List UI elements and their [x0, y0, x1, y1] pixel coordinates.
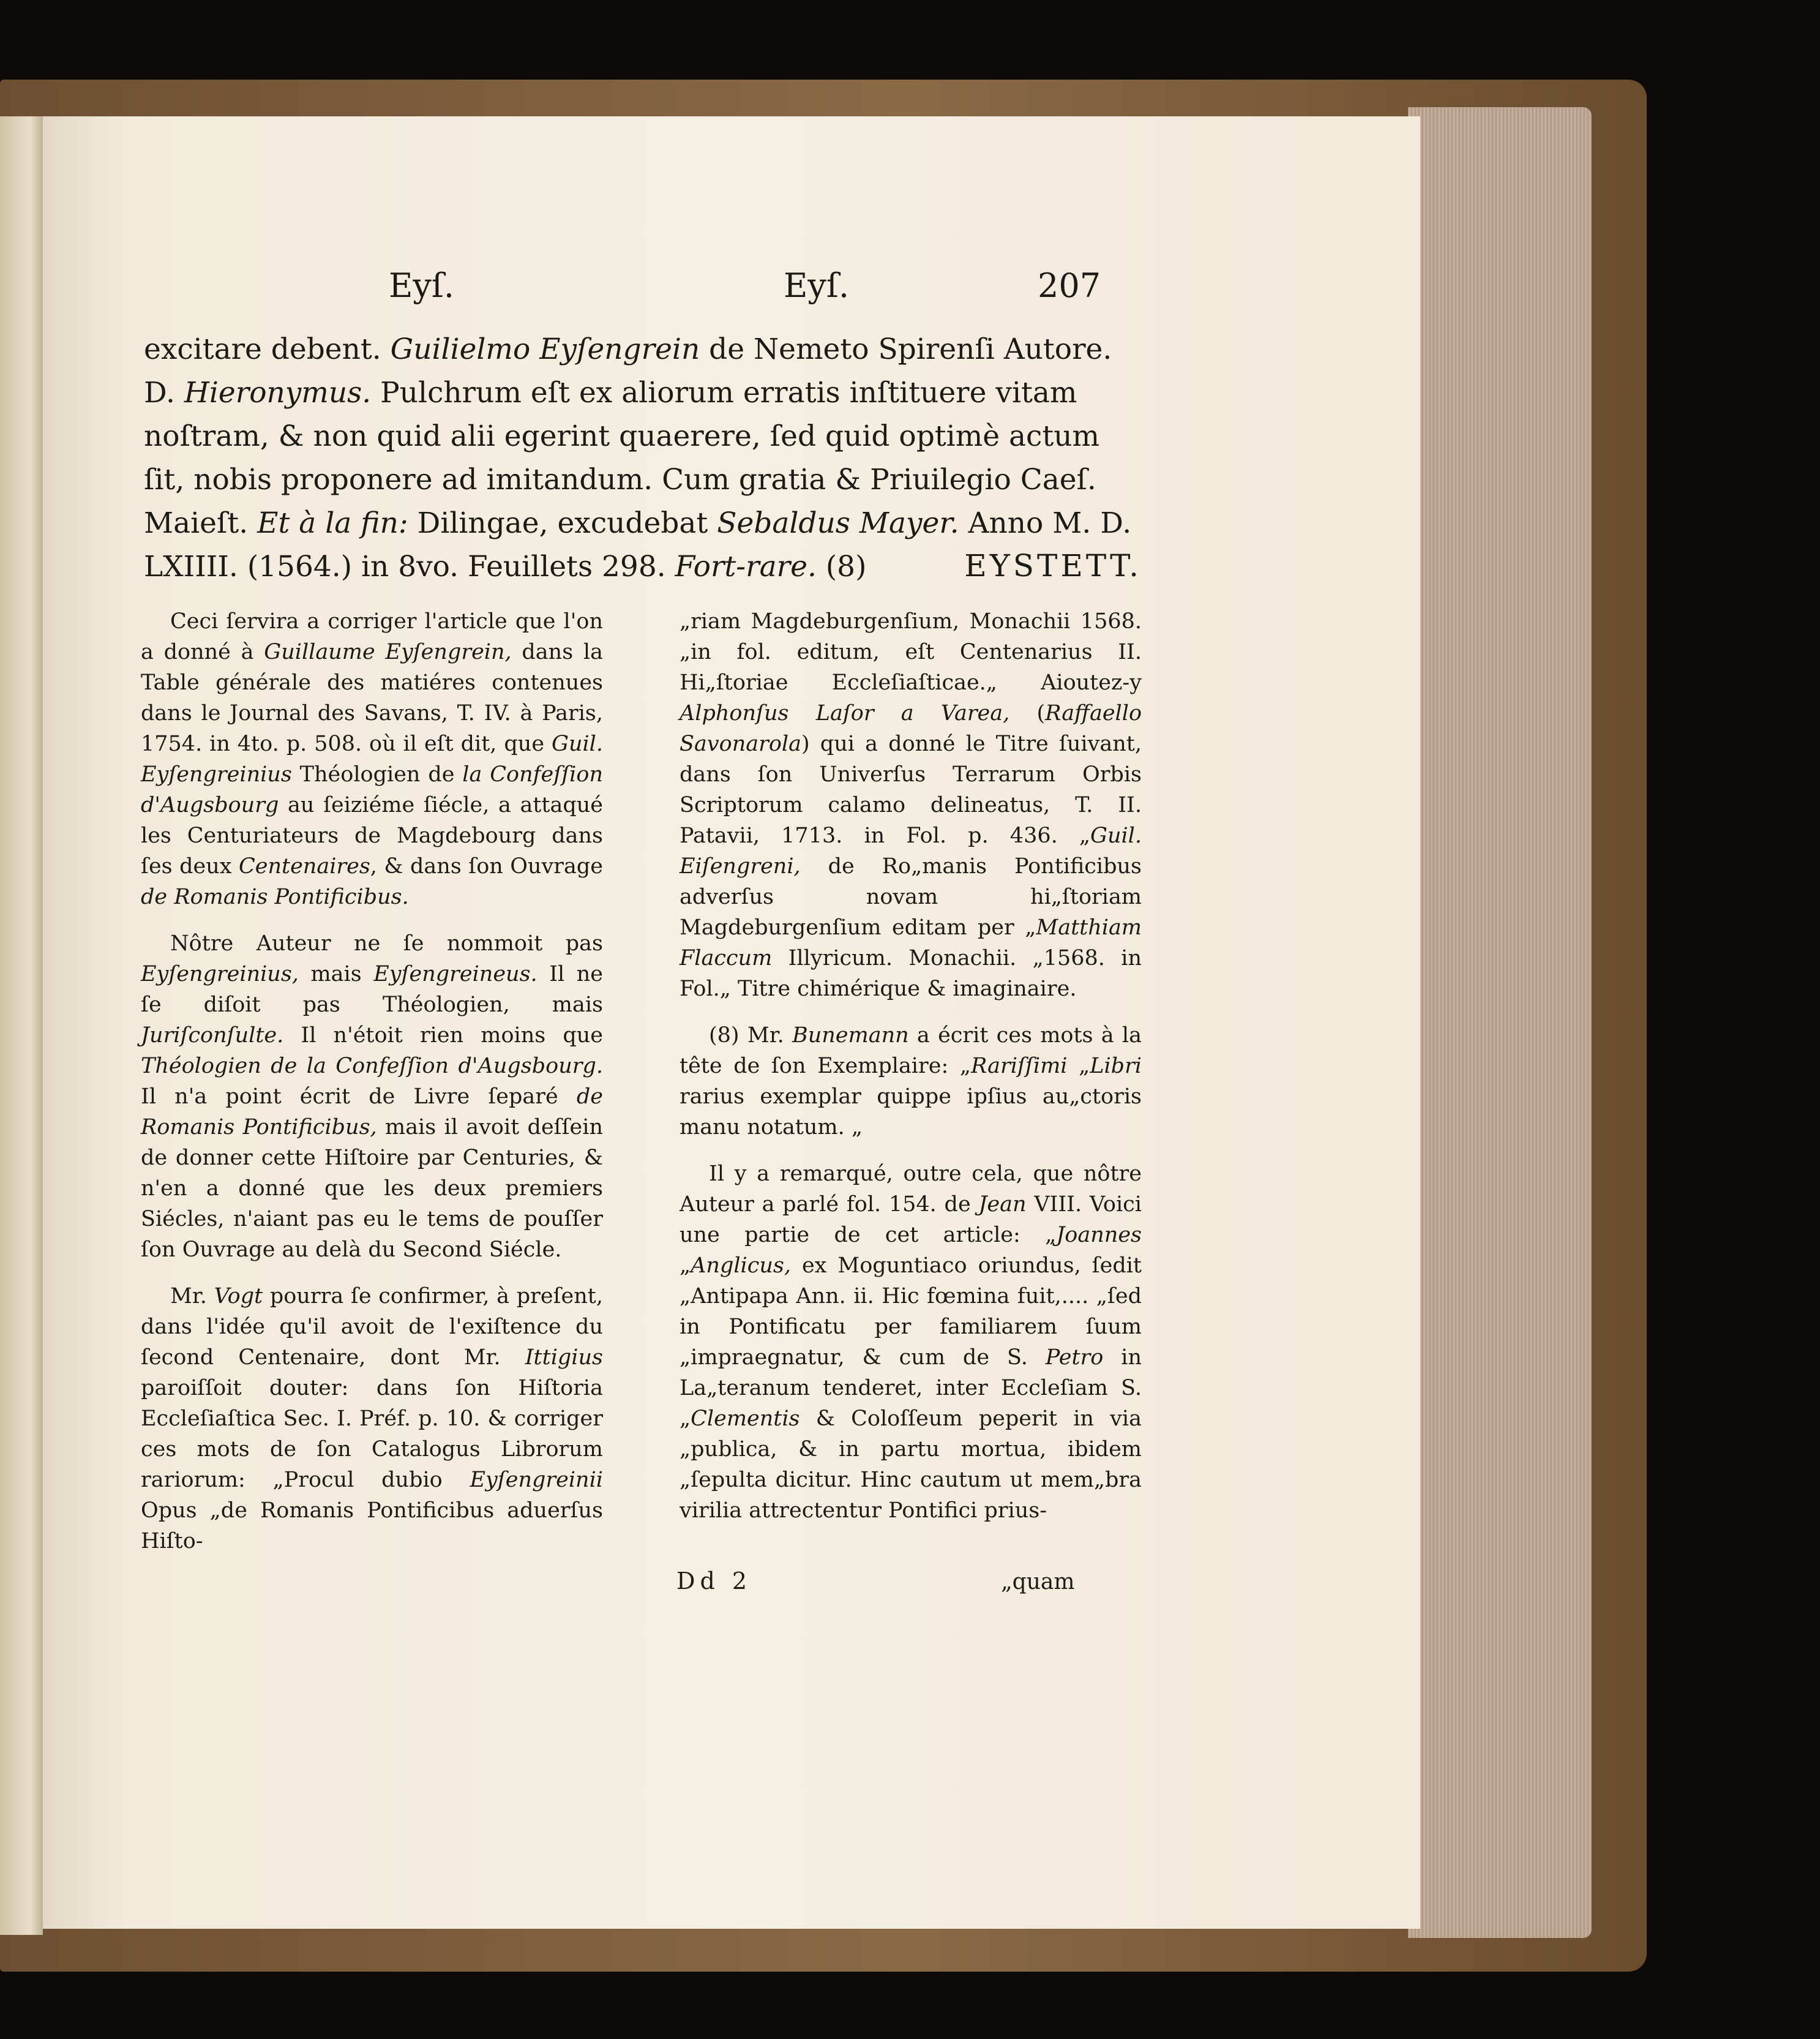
note-paragraph: Nôtre Auteur ne ſe nommoit pas Eyſengreinius, mais Eyſengreineus. Il ne ſe diſoit pas Théologien, mais Juriſconſulte. Il n'étoit rien moins que Théologien de la Confeſſion d'Augsbourg. Il n'a point écrit de Livre ſeparé de Romanis Pontificibus, mais il avoit deſſein de donner cette Hiſtoire par Centuries, & n'en a donné que les deux premiers Siécles, n'aiant pas eu le tems de pouſſer ſon Ouvrage au delà du Second Siécle. — [141, 931, 604, 1262]
catchword: „quam — [1001, 1569, 1075, 1594]
note-paragraph: Ceci ſervira a corriger l'article que l'on a donné à Guillaume Eyſengrein, dans la Table générale des matiéres contenues dans le Journal des Savans, T. IV. à Paris, 1754. in 4to. p. 508. où il eſt dit, que Guil. Eyſengreinius Théologien de la Confeſſion d'Augsbourg au ſeiziéme ſiécle, a attaqué les Centuriateurs de Magdebourg dans ſes deux Centenaires, & dans ſon Ouvrage de Romanis Pontificibus. — [141, 609, 603, 909]
right-column — [680, 606, 1142, 1542]
entry-heading: EYSTETT. — [964, 548, 1142, 584]
left-page-edge — [0, 116, 43, 1935]
page-number: 207 — [1038, 266, 1101, 305]
note-paragraph: Il y a remarqué, outre cela, que nôtre Auteur a parlé fol. 154. de Jean VIII. Voici une partie de cet article: „Joannes „Anglicus, ex Moguntiaco oriundus, ſedit „Antipapa Ann. ii. Hic fœmina fuit,.... „ſed in Pontificatu per familiarem ſuum „impraegnatur, & cum de S. Petro in La„teranum tenderet, inter Eccleſiam S. „Clementis & Coloſſeum peperit in via „publica, & in partu mortua, ibidem „ſepulta dicitur. Hinc cautum ut mem„bra virilia attrectentur Pontifici prius- — [680, 1162, 1142, 1523]
signature-mark: Dd 2 — [676, 1568, 752, 1594]
page-fore-edge — [1408, 107, 1592, 1938]
note-paragraph: Mr. Vogt pourra ſe confirmer, à preſent, dans l'idée qu'il avoit de l'exiſtence du ſecond Centenaire, dont Mr. Ittigius paroiſſoit douter: dans ſon Hiſtoria Eccleſiaſtica Sec. I. Préf. p. 10. & corriger ces mots de ſon Catalogus Librorum rariorum: „Procul dubio Eyſengreinii Opus „de Romanis Pontificibus aduerſus Hiſto- — [141, 1284, 603, 1553]
running-head-center: Eyſ. — [784, 266, 850, 305]
book-page — [43, 116, 1420, 1929]
running-head-left: Eyſ. — [389, 266, 455, 305]
entry-text: excitare debent. Guilielmo Eyſengrein de Nemeto Spirenſi Autore. D. Hieronymus. Pulchrum eſt ex aliorum erratis inſtituere vitam noſtram, & non quid alii egerint quaerere, ſed quid optimè actum ſit, nobis proponere ad imitandum. Cum gratia & Priuilegio Caeſ. Maieſt. Et à la fin: Dilingae, excudebat Sebaldus Mayer. Anno M. D. LXIIII. (1564.) in 8vo. Feuillets 298. Fort-rare. (8) — [144, 332, 1132, 584]
note-paragraph: „riam Magdeburgenſium, Monachii 1568. „in fol. editum, eſt Centenarius II. Hi„ſtoriae Eccleſiaſticae.„ Aioutez-y Alphonſus Laſor a Varea, (Raffaello Savonarola) qui a donné le Titre ſuivant, dans ſon Univerſus Terrarum Orbis Scriptorum calamo delineatus, T. II. Patavii, 1713. in Fol. p. 436. „Guil. Eiſengreni, de Ro„manis Pontificibus adverſus novam hi„ſtoriam Magdeburgenſium editam per „Matthiam Flaccum Illyricum. Monachii. „1568. in Fol.„ Titre chimérique & imaginaire. — [680, 609, 1142, 1001]
left-column — [141, 606, 603, 1572]
footnote-paragraph: (8) Mr. Bunemann a écrit ces mots à la tête de ſon Exemplaire: „Rariſſimi „Libri rarius exemplar quippe ipſius au„ctoris manu notatum. „ — [680, 1023, 1142, 1140]
